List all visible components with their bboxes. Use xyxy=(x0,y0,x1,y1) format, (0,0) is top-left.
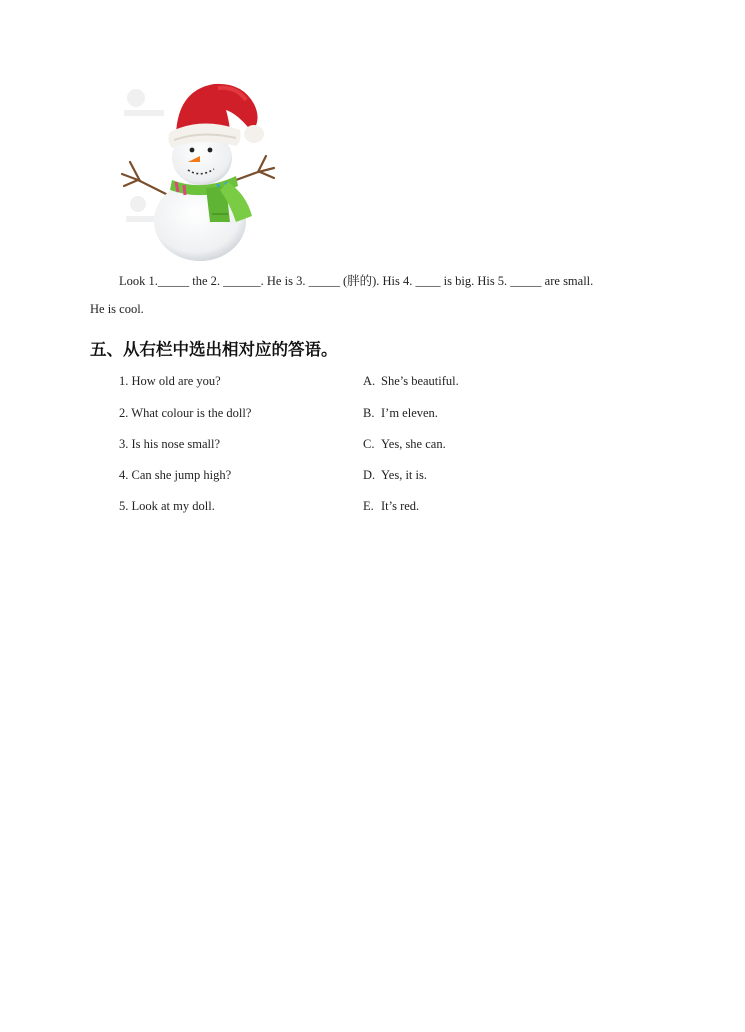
answer-letter: E. xyxy=(363,499,374,513)
answer-letter: B. xyxy=(363,406,375,420)
answer-letter: A. xyxy=(363,374,376,388)
matching-row xyxy=(0,406,745,426)
answer-text: She’s beautiful. xyxy=(381,374,459,388)
answer-option xyxy=(363,437,446,452)
question-text: 5. Look at my doll. xyxy=(119,499,215,513)
answer-option xyxy=(363,499,419,514)
question-text: 2. What colour is the doll? xyxy=(119,406,252,420)
question-text: 1. How old are you? xyxy=(119,374,221,388)
answer-option xyxy=(363,468,427,483)
matching-row xyxy=(0,437,745,457)
fill-in-blank-line-2: He is cool. xyxy=(90,302,144,316)
question-text: 4. Can she jump high? xyxy=(119,468,232,482)
question-text: 3. Is his nose small? xyxy=(119,437,221,451)
answer-text: Yes, she can. xyxy=(381,437,446,451)
answer-option xyxy=(363,374,459,389)
answer-text: It’s red. xyxy=(381,499,420,513)
answer-option xyxy=(363,406,438,421)
fill-in-blank-line-1: Look 1._____ the 2. ______. He is 3. _____ (胖的). His 4. ____ is big. His 5. _____ are small. xyxy=(119,274,594,288)
answer-text: I’m eleven. xyxy=(381,406,438,420)
answer-letter: C. xyxy=(363,437,375,451)
answer-text: Yes, it is. xyxy=(381,468,427,482)
snowman-image xyxy=(118,76,280,262)
matching-row xyxy=(0,499,745,519)
section-heading: 五、从右栏中选出相对应的答语。 xyxy=(90,340,338,359)
matching-row xyxy=(0,468,745,488)
matching-row xyxy=(0,374,745,394)
answer-letter: D. xyxy=(363,468,376,482)
